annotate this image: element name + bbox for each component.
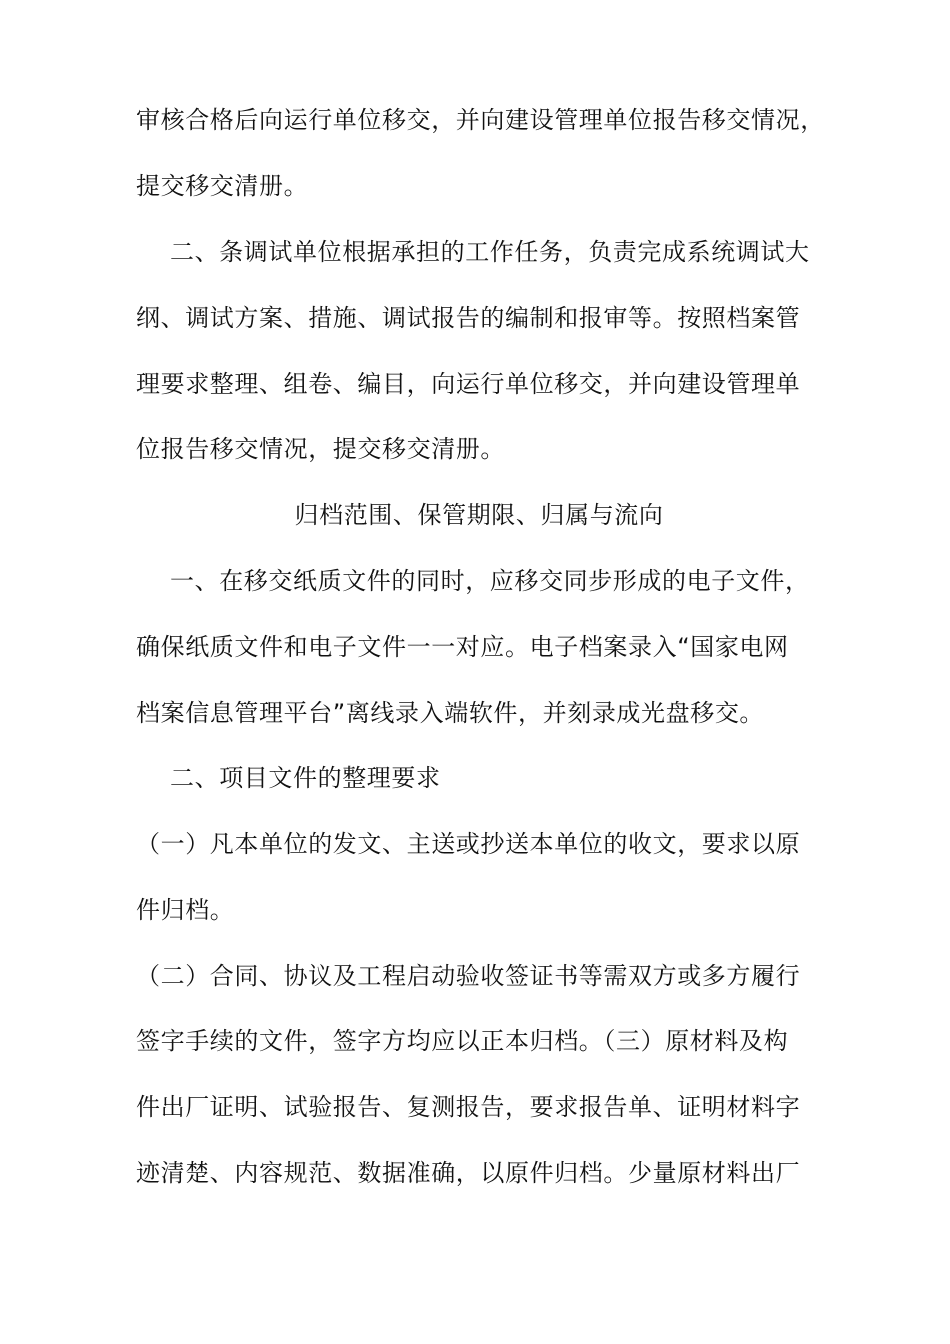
paragraph-line: 档案信息管理平台”离线录入端软件，并刻录成光盘移交。 xyxy=(136,699,765,727)
paragraph-line: （一）凡本单位的发文、主送或抄送本单位的收文，要求以原 xyxy=(136,830,801,858)
paragraph-line: 二、项目文件的整理要求 xyxy=(170,764,441,792)
paragraph-line: 纲、调试方案、措施、调试报告的编制和报审等。按照档案管 xyxy=(136,304,801,332)
paragraph-line: 迹清楚、内容规范、数据准确，以原件归档。少量原材料出厂 xyxy=(136,1159,801,1187)
paragraph-line: 理要求整理、组卷、编目，向运行单位移交，并向建设管理单 xyxy=(136,370,801,398)
paragraph-line: 件归档。 xyxy=(136,896,235,924)
paragraph-line: 审核合格后向运行单位移交，并向建设管理单位报告移交情况， xyxy=(136,106,825,134)
paragraph-line: 确保纸质文件和电子文件一一对应。电子档案录入“国家电网 xyxy=(136,633,789,661)
paragraph-line: 一、在移交纸质文件的同时，应移交同步形成的电子文件， xyxy=(170,567,810,595)
section-heading: 归档范围、保管期限、归属与流向 xyxy=(294,501,664,529)
paragraph-line: 件出厂证明、试验报告、复测报告，要求报告单、证明材料字 xyxy=(136,1093,801,1121)
paragraph-line: （二）合同、协议及工程启动验收签证书等需双方或多方履行 xyxy=(136,962,801,990)
paragraph-line: 提交移交清册。 xyxy=(136,172,309,200)
paragraph-line: 签字手续的文件，签字方均应以正本归档。（三）原材料及构 xyxy=(136,1027,789,1055)
paragraph-line: 位报告移交情况，提交移交清册。 xyxy=(136,435,505,463)
paragraph-line: 二、条调试单位根据承担的工作任务，负责完成系统调试大 xyxy=(170,238,810,266)
